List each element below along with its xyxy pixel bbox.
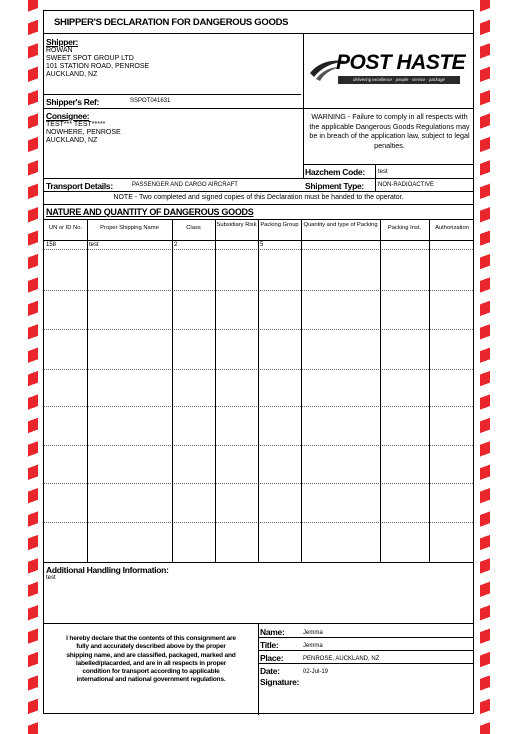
col-header-packing-inst: Packing Inst.: [387, 225, 422, 231]
col-header-authorization: Authorization: [435, 225, 469, 231]
transport-details-value: PASSENGER AND CARGO AIRCRAFT: [132, 182, 238, 188]
date-label: Date:: [260, 666, 280, 676]
col-header-un-no: UN or ID No.: [48, 225, 83, 231]
form-title: SHIPPER'S DECLARATION FOR DANGEROUS GOODS: [54, 17, 289, 28]
hazchem-label: Hazchem Code:: [305, 167, 365, 177]
table-cell-shipping-name: test: [89, 242, 99, 248]
additional-handling-value: test: [46, 575, 56, 581]
consignee-line: NOWHERE, PENROSE: [46, 129, 121, 136]
logo-wordmark: POST HASTE: [336, 51, 466, 74]
warning-text: WARNING - Failure to comply in all respects with the applicable Dangerous Goods Regulations may be in breach of the application law, subject to legal penalties.: [309, 112, 470, 150]
col-header-packing-group: Packing Group: [260, 222, 299, 228]
shipper-line: 101 STATION ROAD, PENROSE: [46, 63, 150, 70]
table-cell-class: 2: [174, 242, 178, 248]
col-header-quantity: Quantity and type of Packing: [303, 222, 378, 228]
shipper-line: ROWAN: [46, 47, 73, 54]
hazchem-value: test: [378, 169, 388, 175]
shipper-label: Shipper:: [46, 37, 79, 47]
table-cell-un-no: 158: [46, 242, 57, 248]
name-label: Name:: [260, 627, 285, 637]
col-header-shipping-name: Proper Shipping Name: [100, 225, 159, 231]
transport-details-label: Transport Details:: [46, 181, 113, 191]
declaration-form: [43, 10, 474, 714]
consignee-line: AUCKLAND, NZ: [46, 137, 98, 144]
additional-handling-label: Additional Handling Information:: [46, 565, 169, 575]
hazard-stripe-right: [480, 0, 490, 734]
table-cell-packing-group: 5: [260, 242, 264, 248]
signature-label: Signature:: [260, 677, 300, 687]
col-header-class: Class: [186, 225, 201, 231]
consignee-label: Consignee:: [46, 111, 90, 121]
shippers-ref-value: SSPOT041631: [130, 98, 171, 104]
title-value: Jemma: [303, 643, 323, 649]
shipper-line: AUCKLAND, NZ: [46, 71, 98, 78]
place-value: PENROSE, AUCKLAND, NZ: [303, 656, 380, 662]
post-haste-logo: [308, 51, 466, 91]
shipper-line: SWEET SPOT GROUP LTD: [46, 55, 134, 62]
name-value: Jemma: [303, 630, 323, 636]
col-header-subsidiary-risk: Subsidiary Risk: [216, 222, 257, 228]
title-label: Title:: [260, 640, 279, 650]
hazard-stripe-left: [28, 0, 38, 734]
shipment-type-value: NON-RADIOACTIVE: [378, 182, 435, 188]
note-text: NOTE - Two completed and signed copies of this Declaration must be handed to the operator.: [113, 194, 404, 201]
shippers-ref-label: Shipper's Ref:: [46, 97, 100, 107]
shipment-type-label: Shipment Type:: [305, 181, 364, 191]
date-value: 02-Jul-19: [303, 669, 329, 675]
declaration-statement: I hereby declare that the contents of this consignment are fully and accurately described above by the proper shipping name, and are classified, packaged, marked and labelled/placarded, and are in all respects in proper condition for transport according to applicable international and national government regulations.: [66, 635, 236, 684]
logo-tagline: delivering excellence · people · service · package: [338, 76, 460, 84]
consignee-line: TEST*** TEST*****: [46, 121, 106, 128]
consignee-address: [46, 121, 121, 145]
shipper-address: [46, 47, 149, 79]
place-label: Place:: [260, 653, 284, 663]
nature-heading: NATURE AND QUANTITY OF DANGEROUS GOODS: [46, 207, 254, 217]
